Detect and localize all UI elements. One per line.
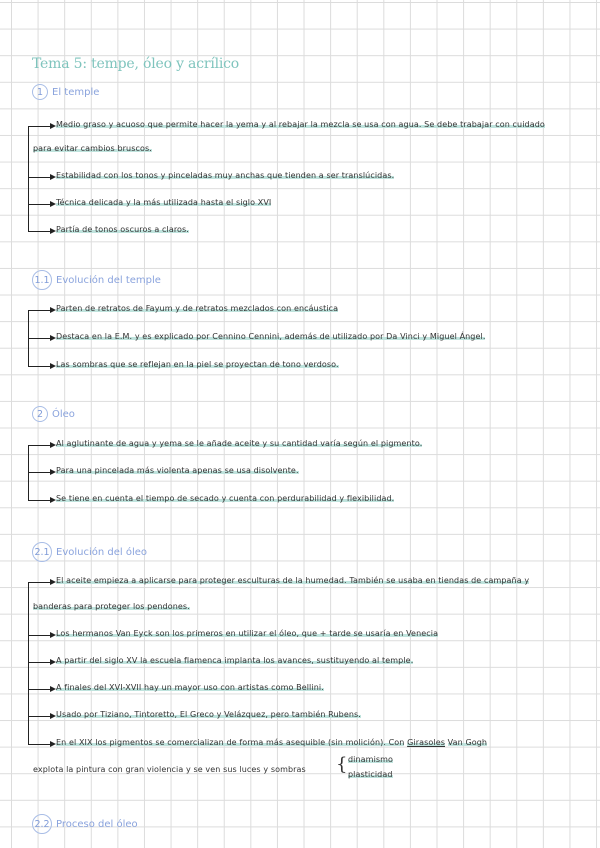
arrow-icon <box>28 366 50 367</box>
section-label: Proceso del óleo <box>56 818 138 830</box>
arrow-icon <box>28 445 50 446</box>
arrow-icon <box>28 231 50 232</box>
section-label: Evolución del óleo <box>56 546 148 558</box>
note-line: Destaca en la E.M. y es explicado por Cennino Cennini, además de utilizado por Da Vinci y Miguel Ángel. <box>56 332 486 341</box>
arrow-icon <box>28 582 50 583</box>
arrow-icon <box>28 662 50 663</box>
note-line: Estabilidad con los tonos y pinceladas muy anchas que tienden a ser translúcidas. <box>56 171 395 180</box>
arrow-icon <box>28 635 50 636</box>
note-line: Usado por Tiziano, Tintoretto, El Greco y Velázquez, pero también Rubens. <box>56 710 361 719</box>
section-number: 2 <box>32 406 48 422</box>
section-number: 2.1 <box>32 542 52 562</box>
section-label: El temple <box>52 86 100 98</box>
section-heading <box>32 542 147 562</box>
arrow-icon <box>28 744 50 745</box>
note-line: explota la pintura con gran violencia y se ven sus luces y sombras <box>33 765 306 774</box>
section-number: 2.2 <box>32 814 52 834</box>
arrow-icon <box>28 126 50 127</box>
section-heading <box>32 814 138 834</box>
note-line: Partía de tonos oscuros a claros. <box>56 225 189 234</box>
section-label: Evolución del temple <box>56 274 161 286</box>
artwork-title: Girasoles <box>407 738 446 747</box>
arrow-icon <box>28 500 50 501</box>
note-line: A finales del XVI-XVII hay un mayor uso con artistas como Bellini. <box>56 683 324 692</box>
artist-name: Van Gogh <box>447 738 488 747</box>
arrow-icon <box>28 204 50 205</box>
note-line: El aceite empieza a aplicarse para proteger esculturas de la humedad. También se usaba en tiendas de campaña y <box>56 576 530 585</box>
arrow-icon <box>28 472 50 473</box>
section-heading <box>32 270 161 290</box>
note-line: Al aglutinante de agua y yema se le añade aceite y su cantidad varía según el pigmento. <box>56 439 423 448</box>
note-line: Para una pincelada más violenta apenas se usa disolvente. <box>56 466 299 475</box>
arrow-icon <box>28 338 50 339</box>
brace-icon: { <box>336 754 348 775</box>
section-label: Óleo <box>52 408 75 420</box>
note-line: Medio graso y acuoso que permite hacer la yema y al rebajar la mezcla se usa con agua. Se debe trabajar con cuidado <box>56 120 545 129</box>
note-line: Las sombras que se reflejan en la piel se proyectan de tono verdoso. <box>56 360 339 369</box>
arrow-icon <box>28 310 50 311</box>
page-title: Tema 5: tempe, óleo y acrílico <box>32 56 240 72</box>
arrow-icon <box>28 716 50 717</box>
note-line: Parten de retratos de Fayum y de retratos mezclados con encáustica <box>56 304 339 313</box>
note-line: A partir del siglo XV la escuela flamenca implanta los avances, sustituyendo al temple. <box>56 656 414 665</box>
sub-item: plasticidad <box>348 770 393 779</box>
note-line: En el XIX los pigmentos se comercializan de forma más asequible (sin molición). Con Girasoles Van Gogh <box>56 738 488 747</box>
note-line: para evitar cambios bruscos. <box>33 144 152 153</box>
arrow-icon <box>28 689 50 690</box>
bracket <box>28 126 29 231</box>
sub-item: dinamismo <box>348 755 394 764</box>
section-number: 1 <box>32 84 48 100</box>
note-line: Los hermanos Van Eyck son los primeros en utilizar el óleo, que + tarde se usaría en Venecia <box>56 629 439 638</box>
section-heading <box>32 406 75 422</box>
section-heading <box>32 84 99 100</box>
note-line: Se tiene en cuenta el tiempo de secado y cuenta con perdurabilidad y flexibilidad. <box>56 494 395 503</box>
arrow-icon <box>28 177 50 178</box>
note-line: banderas para proteger los pendones. <box>33 602 190 611</box>
note-line: Técnica delicada y la más utilizada hasta el siglo XVI <box>56 198 272 207</box>
section-number: 1.1 <box>32 270 52 290</box>
bracket <box>28 582 29 745</box>
